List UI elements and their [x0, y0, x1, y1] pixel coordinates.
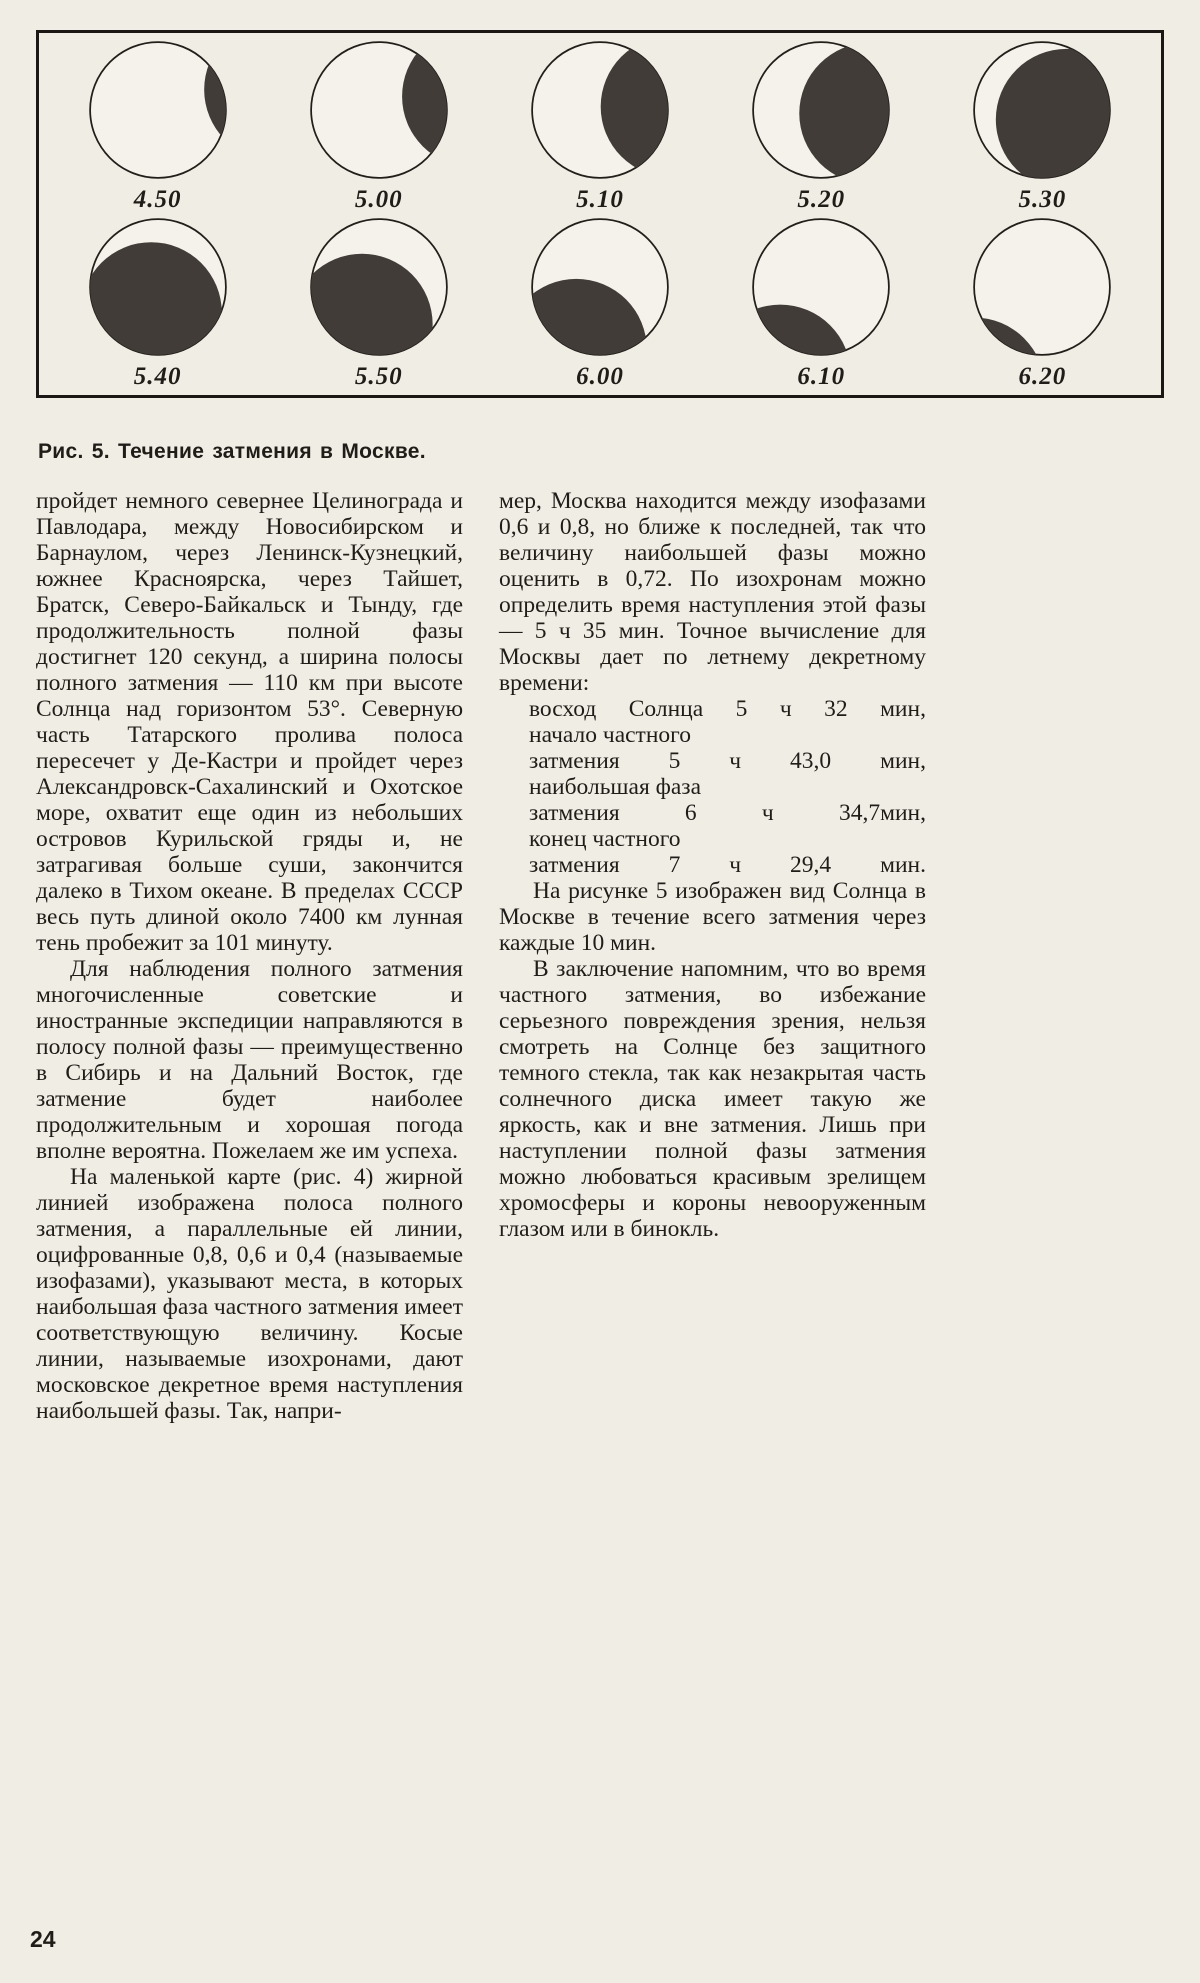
figure-5-eclipse-course — [36, 30, 1164, 398]
phase-time-label: 5.00 — [354, 186, 403, 213]
timetable-word: мин, — [880, 748, 926, 774]
phase-time-label: 5.40 — [133, 363, 182, 390]
eclipse-phase — [489, 37, 710, 214]
timetable-row — [529, 696, 926, 722]
timetable-word: ч — [779, 696, 792, 722]
left-column — [36, 488, 463, 1424]
timetable-word: 6 — [684, 800, 697, 826]
timetable-word: 32 — [824, 696, 848, 722]
sun-disc-drawing — [527, 37, 673, 183]
timetable-word: 29,4 — [790, 852, 832, 878]
eclipse-phase — [47, 37, 268, 214]
timetable-word: ч — [729, 852, 742, 878]
page-number: 24 — [30, 1926, 56, 1952]
timetable-word: 7 — [668, 852, 681, 878]
text-columns — [36, 488, 926, 1424]
eclipse-phase — [47, 214, 268, 391]
sun-circle — [90, 42, 226, 178]
timetable-word: 34,7мин, — [838, 800, 926, 826]
timetable-word: ч — [729, 748, 742, 774]
paragraph: На рисунке 5 изображен вид Солнца в Москве в течение всего затмения через каждые 10 мин. — [499, 878, 926, 956]
timetable-word: мин, — [880, 696, 926, 722]
phase-time-label: 5.50 — [354, 363, 403, 390]
phase-time-label: 5.20 — [797, 186, 846, 213]
phase-time-label: 4.50 — [133, 186, 182, 213]
phase-time-label: 5.10 — [576, 186, 624, 213]
right-column — [499, 488, 926, 1424]
figure-caption: Рис. 5. Течение затмения в Москве. — [38, 440, 426, 463]
figure-row-2 — [47, 214, 1153, 391]
sun-disc-drawing — [969, 214, 1115, 360]
timetable-word: затмения — [529, 800, 620, 826]
timetable-row — [529, 800, 926, 826]
timetable-row: начало частного — [529, 722, 691, 748]
sun-disc-drawing — [748, 37, 894, 183]
timetable-row: конец частного — [529, 826, 681, 852]
timetable-word: затмения — [529, 852, 620, 878]
sun-disc-drawing — [306, 214, 452, 360]
paragraph: В заключение напомним, что во время частного затмения, во избежание серьезного повреждения зрения, нельзя смотреть на Солнце без защитного темного стекла, так как незакрытая часть солнечного диска имеет такую же яркость, как и вне затмения. Лишь при наступлении полной фазы затмения можно любоваться красивым зрелищем хромосферы и короны невооруженным глазом или в бинокль. — [499, 956, 926, 1242]
sun-disc-drawing — [85, 37, 231, 183]
timetable-word: затмения — [529, 748, 620, 774]
timetable-row — [529, 852, 926, 878]
eclipse-phase — [932, 214, 1153, 391]
eclipse-phase — [489, 214, 710, 391]
timetable-word: Солнца — [628, 696, 704, 722]
paragraph: На маленькой карте (рис. 4) жирной линией изображена полоса полного затмения, а параллельные ей линии, оцифрованные 0,8, 0,6 и 0,4 (называемые изофазами), указывают места, в которых наибольшая фаза частного затмения имеет соответствующую величину. Косые линии, называемые изохронами, дают московское декретное время наступления наибольшей фазы. Так, напри- — [36, 1164, 463, 1424]
eclipse-phase — [711, 214, 932, 391]
sun-disc-drawing — [748, 214, 894, 360]
sun-disc-drawing — [969, 37, 1115, 183]
sun-disc-drawing — [527, 214, 673, 360]
timetable-word: ч — [761, 800, 774, 826]
eclipse-phase — [932, 37, 1153, 214]
paragraph: пройдет немного севернее Целинограда и Павлодара, между Новосибирском и Барнаулом, через Ленинск-Кузнецкий, южнее Красноярска, через Тайшет, Братск, Северо-Байкальск и Тынду, где продолжительность полной фазы достигнет 120 секунд, а ширина полосы полного затмения — 110 км при высоте Солнца над горизонтом 53°. Северную часть Татарского пролива полоса пересечет у Де-Кастри и пройдет через Александровск-Сахалинский и Охотское море, охватит еще один из небольших островов Курильской гряды и, не затрагивая больше суши, закончится далеко в Тихом океане. В пределах СССР весь путь длиной около 7400 км лунная тень пробежит за 101 минуту. — [36, 488, 463, 956]
paragraph: мер, Москва находится между изофазами 0,6 и 0,8, но ближе к последней, так что величину наибольшей фазы можно оценить в 0,72. По изохронам можно определить время наступления этой фазы — 5 ч 35 мин. Точное вычисление для Москвы дает по летнему декретному времени: — [499, 488, 926, 696]
phase-time-label: 5.30 — [1018, 186, 1067, 213]
phase-time-label: 6.20 — [1018, 363, 1067, 390]
figure-row-1 — [47, 37, 1153, 214]
timetable-word: 43,0 — [790, 748, 832, 774]
eclipse-phase — [711, 37, 932, 214]
timetable-row — [529, 748, 926, 774]
timetable-word: 5 — [668, 748, 681, 774]
eclipse-phase — [268, 37, 489, 214]
eclipse-phase — [268, 214, 489, 391]
timetable-word: мин. — [880, 852, 926, 878]
timetable-row: наибольшая фаза — [529, 774, 702, 800]
phase-time-label: 6.00 — [576, 363, 624, 390]
timetable-word: 5 — [735, 696, 748, 722]
sun-disc-drawing — [85, 214, 231, 360]
sun-disc-drawing — [306, 37, 452, 183]
phase-time-label: 6.10 — [797, 363, 846, 390]
timetable-word: восход — [529, 696, 597, 722]
paragraph: Для наблюдения полного затмения многочисленные советские и иностранные экспедиции направляются в полосу полной фазы — преимущественно в Сибирь и на Дальний Восток, где затмение будет наиболее продолжительным и хорошая погода вполне вероятна. Пожелаем же им успеха. — [36, 956, 463, 1164]
moscow-eclipse-times-table — [499, 696, 926, 878]
